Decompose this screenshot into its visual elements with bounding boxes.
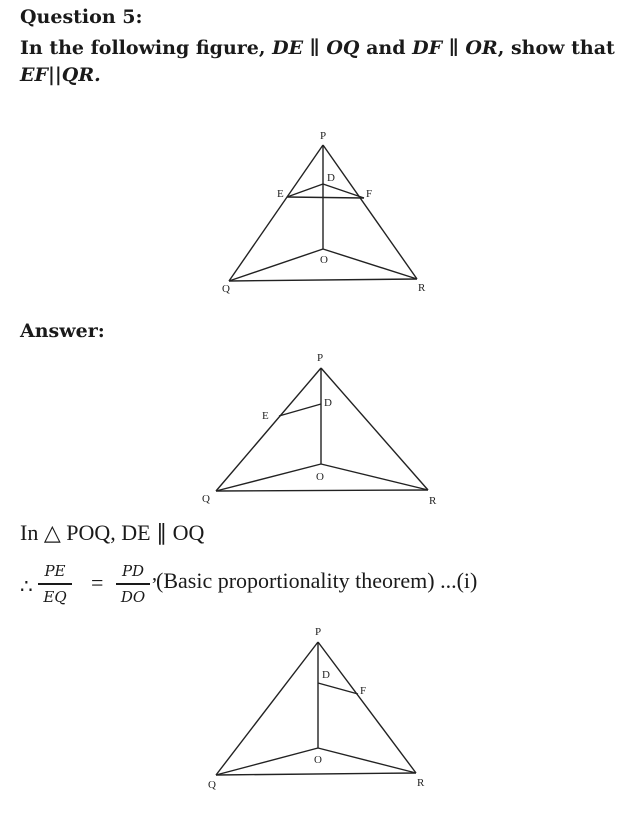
- step-triangle-poq: In △ POQ, DE ∥ OQ: [20, 520, 205, 545]
- label-q: Q: [208, 779, 216, 791]
- line-ef: [287, 197, 364, 198]
- proportion-statement: [20, 560, 620, 612]
- equals-sign: =: [91, 570, 104, 595]
- line-df: [323, 184, 364, 198]
- line-or: [321, 464, 428, 490]
- label-r: R: [417, 777, 425, 789]
- question-title: Question 5:: [20, 6, 143, 28]
- line-or: [323, 249, 417, 279]
- label-p: P: [315, 626, 322, 638]
- label-q: Q: [222, 283, 230, 295]
- fraction-pd-do: PD DO: [116, 562, 150, 606]
- figure-3: [200, 620, 445, 800]
- line-pq: [216, 368, 321, 491]
- line-oq: [216, 464, 321, 491]
- label-d: D: [327, 172, 335, 184]
- label-q: Q: [202, 493, 210, 505]
- label-p: P: [317, 352, 324, 364]
- label-p: P: [320, 130, 327, 142]
- label-d: D: [324, 397, 332, 409]
- line-pq: [229, 145, 323, 281]
- label-r: R: [418, 282, 426, 294]
- line-oq: [216, 748, 318, 775]
- label-f: F: [360, 685, 367, 697]
- label-e: E: [262, 410, 269, 422]
- figure-1: [205, 125, 445, 300]
- line-qr: [216, 773, 416, 775]
- line-pr: [323, 145, 417, 279]
- theorem-reason: (Basic proportionality theorem) ...(i): [156, 568, 478, 593]
- label-o: O: [314, 754, 322, 766]
- line-pr: [321, 368, 428, 490]
- label-e: E: [277, 188, 284, 200]
- question-statement-line2: EF||QR.: [20, 64, 101, 86]
- therefore-symbol: ∴: [20, 576, 33, 598]
- line-oq: [229, 249, 323, 281]
- label-f: F: [366, 188, 373, 200]
- label-r: R: [429, 495, 437, 507]
- answer-label: Answer:: [20, 320, 105, 342]
- fraction-pe-eq: PE EQ: [38, 562, 72, 606]
- line-qr: [216, 490, 428, 491]
- line-pq: [216, 642, 318, 775]
- comma: ’: [151, 574, 158, 596]
- question-statement-line1: In the following figure, DE ∥ OQ and DF ∥ OR, show that: [20, 37, 615, 59]
- line-or: [318, 748, 416, 773]
- label-o: O: [320, 254, 328, 266]
- figure-2: [200, 348, 445, 513]
- line-qr: [229, 279, 417, 281]
- label-d: D: [322, 669, 330, 681]
- label-o: O: [316, 471, 324, 483]
- line-pr: [318, 642, 416, 773]
